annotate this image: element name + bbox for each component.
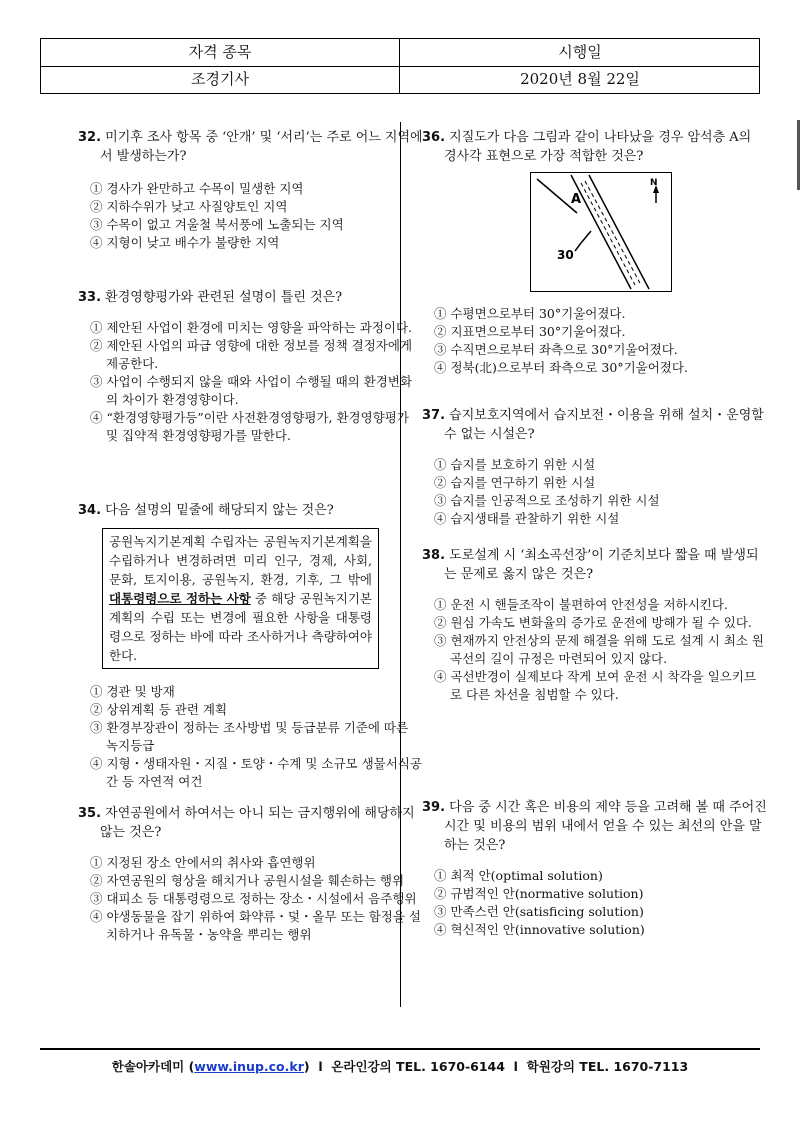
- header-row-labels: [41, 39, 759, 67]
- option-3: ③ 만족스런 안(satisficing solution): [434, 904, 644, 919]
- question-32: [78, 128, 423, 252]
- option-3: ③ 현재까지 안전상의 문제 해결을 위해 도로 설계 시 최소 원곡선의 길이 규정은 마련되어 있지 않다.: [434, 633, 764, 666]
- question-36: [422, 128, 767, 377]
- question-text: 자연공원에서 하여서는 아니 되는 금지행위에 해당하지 않는 것은?: [100, 806, 415, 840]
- question-number: 37.: [422, 408, 446, 423]
- figure-label-north: N: [650, 178, 658, 188]
- question-text: 미기후 조사 항목 중 ‘안개’ 및 ‘서리’는 주로 어느 지역에서 발생하는가?: [100, 130, 423, 164]
- option-1: ① 지정된 장소 안에서의 취사와 흡연행위: [90, 855, 316, 870]
- option-3: ③ 사업이 수행되지 않을 때와 사업이 수행될 때의 환경변화의 차이가 환경영향이다.: [90, 374, 413, 407]
- exam-header-table: [40, 38, 760, 94]
- option-4: ④ 지형이 낮고 배수가 불량한 지역: [90, 235, 280, 250]
- option-2: ② 원심 가속도 변화율의 증가로 운전에 방해가 될 수 있다.: [434, 615, 752, 630]
- option-1: ① 최적 안(optimal solution): [434, 868, 603, 883]
- footer-close-paren: ): [303, 1059, 310, 1074]
- passage-text-before: 공원녹지기본계획 수립자는 공원녹지기본계획을 수립하거나 변경하려면 미리 인구, 경제, 사회, 문화, 토지이용, 공원녹지, 환경, 기후, 그 밖에: [109, 534, 372, 587]
- footer-academy: 한솔아카데미 (: [111, 1059, 195, 1074]
- option-2: ② 지하수위가 낮고 사질양토인 지역: [90, 199, 288, 214]
- option-3: ③ 습지를 인공적으로 조성하기 위한 시설: [434, 493, 660, 508]
- question-34: [78, 501, 423, 791]
- question-number: 35.: [78, 806, 102, 821]
- option-3: ③ 수직면으로부터 좌측으로 30°기울어졌다.: [434, 342, 678, 357]
- header-date: 2020년 8월 22일: [399, 66, 760, 93]
- option-1: ① 제안된 사업이 환경에 미치는 영향을 파악하는 과정이다.: [90, 320, 413, 335]
- question-number: 39.: [422, 800, 446, 815]
- option-4: ④ 야생동물을 잡기 위하여 화약류・덫・올무 또는 함정을 설치하거나 유독물・농약을 뿌리는 행위: [90, 909, 421, 942]
- option-1: ① 운전 시 핸들조작이 불편하여 안전성을 저하시킨다.: [434, 597, 728, 612]
- option-1: ① 경관 및 방재: [90, 684, 175, 699]
- header-col1-label: 자격 종목: [188, 43, 252, 61]
- option-2: ② 상위계획 등 관련 계획: [90, 702, 228, 717]
- question-38: [422, 546, 767, 704]
- footer-website-link[interactable]: www.inup.co.kr: [194, 1059, 304, 1074]
- question-text: 습지보호지역에서 습지보전・이용을 위해 설치・운영할 수 없는 시설은?: [444, 408, 764, 442]
- footer-online-phone: 온라인강의 TEL. 1670-6144: [331, 1059, 505, 1074]
- strata-dash-2: [585, 181, 641, 285]
- option-4: ④ 지형・생태자원・지질・토양・수계 및 소규모 생물서식공간 등 자연적 여건: [90, 756, 422, 789]
- strata-boundary-right: [589, 175, 649, 289]
- option-4: ④ 정북(北)으로부터 좌측으로 30°기울어졌다.: [434, 360, 688, 375]
- option-1: ① 수평면으로부터 30°기울어졌다.: [434, 306, 626, 321]
- footer-separator-1: l: [309, 1059, 332, 1074]
- header-col2-label: 시행일: [399, 39, 760, 66]
- question-number: 33.: [78, 290, 102, 305]
- footer-separator-2: l: [504, 1059, 527, 1074]
- option-1: ① 습지를 보호하기 위한 시설: [434, 457, 596, 472]
- question-39: [422, 798, 767, 939]
- question-text: 도로설계 시 ‘최소곡선장’이 기준치보다 짧을 때 발생되는 문제로 옳지 않은 것은?: [444, 548, 759, 582]
- option-4: ④ 곡선반경이 실제보다 작게 보여 운전 시 착각을 일으키므로 다른 차선을 침범할 수 있다.: [434, 669, 757, 702]
- question-text: 다음 설명의 밑줄에 해당되지 않는 것은?: [105, 503, 334, 518]
- passage-underlined: 대통령령으로 정하는 사항: [109, 591, 251, 606]
- figure-label-angle: 30: [557, 248, 574, 262]
- option-2: ② 지표면으로부터 30°기울어졌다.: [434, 324, 626, 339]
- header-row-values: [41, 66, 759, 93]
- question-34-passage-box: [102, 528, 379, 669]
- question-number: 34.: [78, 503, 102, 518]
- option-3: ③ 환경부장관이 정하는 조사방법 및 등급분류 기준에 따른 녹지등급: [90, 720, 409, 753]
- question-33: [78, 288, 423, 445]
- option-3: ③ 대피소 등 대통령령으로 정하는 장소・시설에서 음주행위: [90, 891, 417, 906]
- question-number: 36.: [422, 130, 446, 145]
- option-2: ② 제안된 사업의 파급 영향에 대한 정보를 정책 결정자에게 제공한다.: [90, 338, 413, 371]
- dip-tick-ext: [575, 243, 581, 251]
- option-4: ④ “환경영향평가등”이란 사전환경영향평가, 환경영향평가 및 집약적 환경영향평가를 말한다.: [90, 410, 409, 443]
- footer-offline-phone: 학원강의 TEL. 1670-7113: [526, 1059, 689, 1074]
- header-subject: 조경기사: [191, 70, 249, 88]
- question-number: 38.: [422, 548, 446, 563]
- footer-rule: [40, 1048, 760, 1050]
- footer: [40, 1057, 760, 1075]
- question-text: 다음 중 시간 혹은 비용의 제약 등을 고려해 볼 때 주어진 시간 및 비용의 범위 내에서 얻을 수 있는 최선의 안을 말하는 것은?: [444, 800, 767, 853]
- figure-label-a: A: [571, 192, 582, 207]
- option-4: ④ 혁신적인 안(innovative solution): [434, 922, 645, 937]
- question-37: [422, 406, 767, 528]
- option-2: ② 규범적인 안(normative solution): [434, 886, 644, 901]
- question-text: 지질도가 다음 그림과 같이 나타났을 경우 암석층 A의 경사각 표현으로 가장 적합한 것은?: [444, 130, 752, 164]
- passage-text-after: 중 해당 공원녹지기본계획의 수립 또는 변경에 필요한 사항을 대통령령으로 정하는 바에 따라 조사하거나 측량하여야 한다.: [109, 591, 372, 663]
- dip-tick: [581, 231, 591, 243]
- option-2: ② 자연공원의 형상을 해치거나 공원시설을 훼손하는 행위: [90, 873, 405, 888]
- geologic-map-svg: [531, 173, 671, 291]
- question-text: 환경영향평가와 관련된 설명이 틀린 것은?: [105, 290, 343, 305]
- question-35: [78, 804, 423, 944]
- option-3: ③ 수목이 없고 겨울철 북서풍에 노출되는 지역: [90, 217, 344, 232]
- option-1: ① 경사가 완만하고 수목이 밀생한 지역: [90, 181, 304, 196]
- option-4: ④ 습지생태를 관찰하기 위한 시설: [434, 511, 620, 526]
- option-2: ② 습지를 연구하기 위한 시설: [434, 475, 596, 490]
- geologic-map-figure: [530, 172, 672, 292]
- question-number: 32.: [78, 130, 102, 145]
